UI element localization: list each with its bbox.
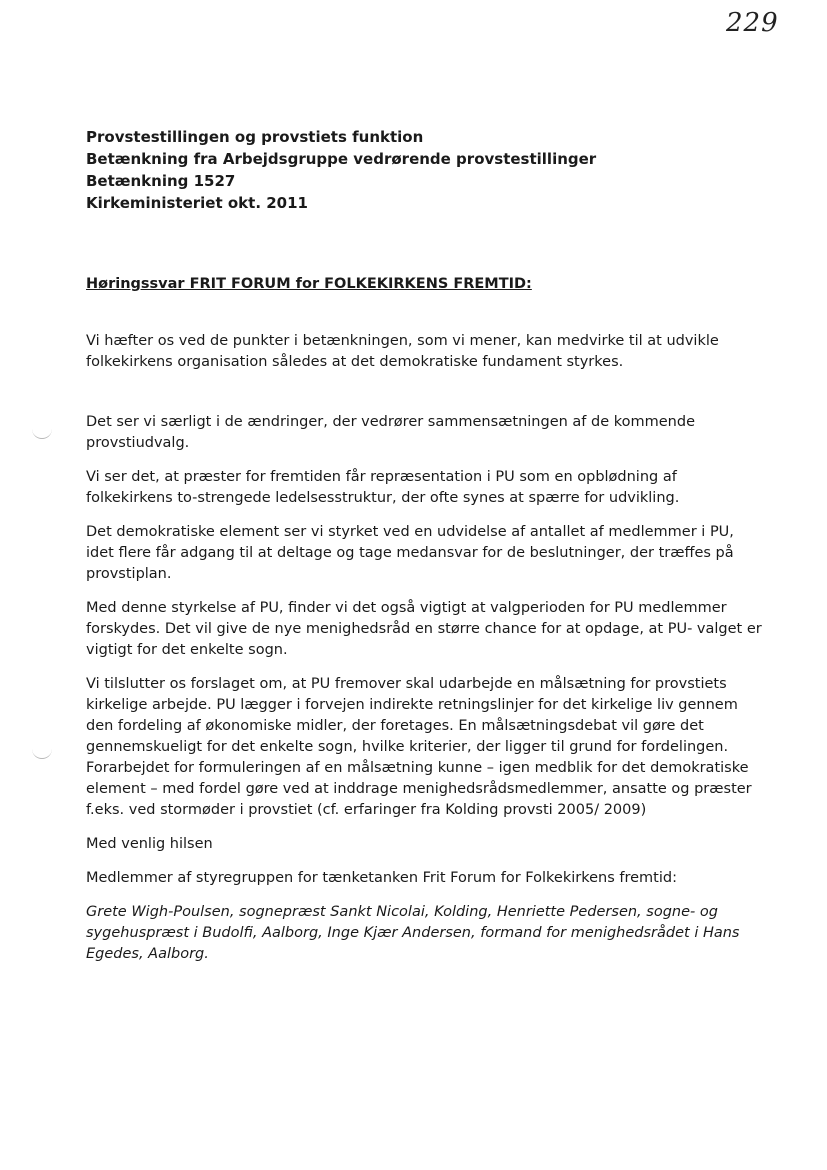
header-report-number: Betænkning 1527 xyxy=(86,172,236,190)
header-report-title: Betænkning fra Arbejdsgruppe vedrørende provstestillinger xyxy=(86,150,597,168)
document-header xyxy=(86,126,726,214)
punch-hole-mark xyxy=(32,424,52,439)
signoff: Med venlig hilsen xyxy=(86,836,213,852)
punch-hole-mark xyxy=(32,744,52,759)
header-ministry-date: Kirkeministeriet okt. 2011 xyxy=(86,194,308,212)
paragraph: Vi hæfter os ved de punkter i betænkningen, som vi mener, kan medvirke til at udvikle folkekirkens organisation således at det demokratiske fundament styrkes. xyxy=(86,333,719,370)
paragraph: Vi tilslutter os forslaget om, at PU fremover skal udarbejde en målsætning for provstiets kirkelige arbejde. PU lægger i forvejen indirekte retningslinjer for det kirkelige liv gennem den fordeling af økonomiske midler, der foretages. En målsætningsdebat vil gøre det gennemskueligt for det enkelte sogn, hvilke kriterier, der ligger til grund for fordelingen. Forarbejdet for formuleringen af en målsætning kunne – igen medblik for det demokratiske element – med fordel gøre ved at inddrage menighedsrådsmedlemmer, ansatte og præster f.eks. ved stormøder i provstiet (cf. erfaringer fra Kolding provsti 2005/ 2009) xyxy=(86,676,752,818)
paragraph: Med denne styrkelse af PU, finder vi det også vigtigt at valgperioden for PU medlemmer forskydes. Det vil give de nye menighedsråd en større chance for at opdage, at PU- valget er vigtigt for det enkelte sogn. xyxy=(86,600,762,658)
letter-body xyxy=(86,331,766,978)
signature-lead: Medlemmer af styregruppen for tænketanken Frit Forum for Folkekirkens fremtid: xyxy=(86,870,677,886)
handwritten-page-number: 229 xyxy=(726,8,779,38)
paragraph: Vi ser det, at præster for fremtiden får repræsentation i PU som en opblødning af folkekirkens to-strengede ledelsesstruktur, der ofte synes at spærre for udvikling. xyxy=(86,469,680,506)
signature-names: Grete Wigh-Poulsen, sognepræst Sankt Nicolai, Kolding, Henriette Pedersen, sogne- og sygehuspræst i Budolfi, Aalborg, Inge Kjær Andersen, formand for menighedsrådet i Hans Egedes, Aalborg. xyxy=(86,904,740,962)
paragraph: Det ser vi særligt i de ændringer, der vedrører sammensætningen af de kommende provstiudvalg. xyxy=(86,414,695,451)
subject-heading: Høringssvar FRIT FORUM for FOLKEKIRKENS FREMTID: xyxy=(86,276,532,292)
paragraph: Det demokratiske element ser vi styrket ved en udvidelse af antallet af medlemmer i PU, idet flere får adgang til at deltage og tage medansvar for de beslutninger, der træffes på provstiplan. xyxy=(86,524,734,582)
header-title: Provstestillingen og provstiets funktion xyxy=(86,128,424,146)
